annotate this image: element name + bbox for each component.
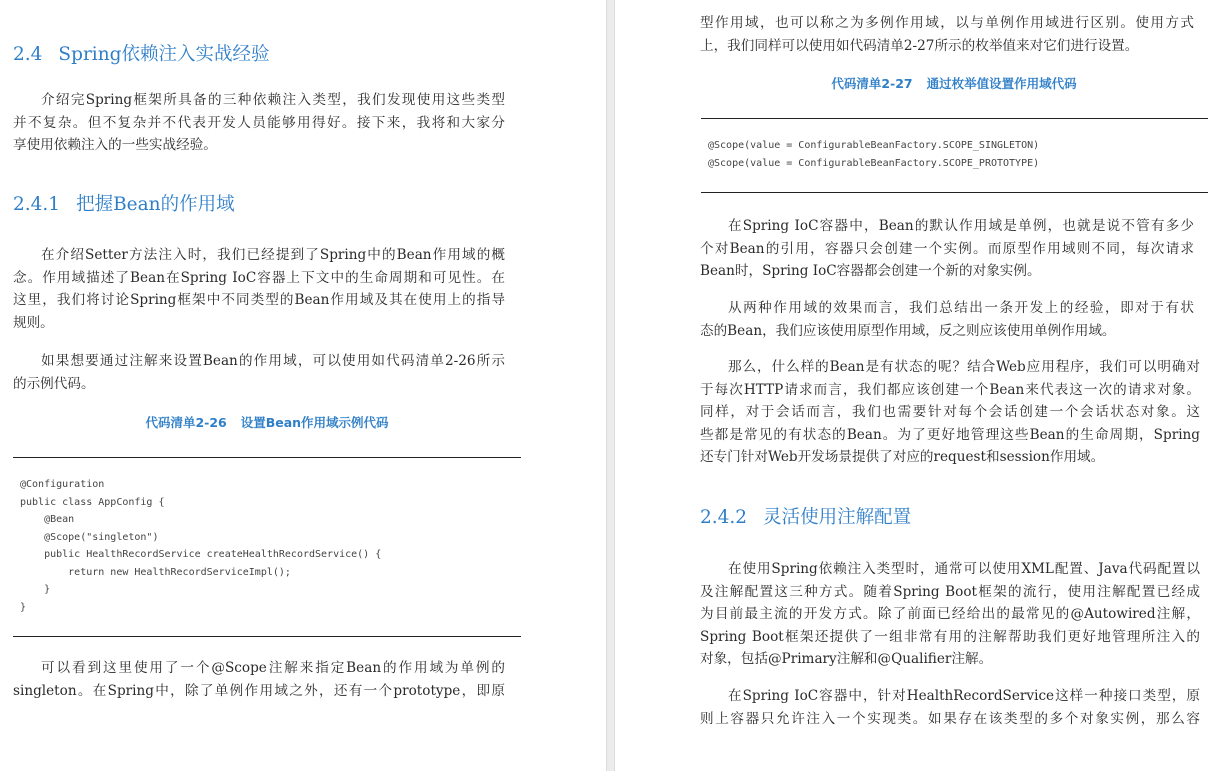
paragraph: [13, 244, 505, 334]
section-heading-2-4-1: [13, 190, 235, 216]
section-heading-2-4: [13, 40, 269, 66]
code-line: return new HealthRecordServiceImpl();: [20, 566, 291, 578]
text-line: singleton。在Spring中，除了单例作用域之外，还有一个prototype，即原: [13, 682, 505, 699]
code-block: [20, 476, 381, 616]
paragraph: [700, 558, 1200, 671]
paragraph: [700, 356, 1200, 469]
code-line: @Bean: [20, 514, 75, 525]
code-line: @Scope("singleton"): [20, 531, 159, 543]
paragraph: [700, 215, 1194, 283]
text-line: 在Spring IoC容器中，针对HealthRecordService这样一种接口类型，原: [728, 688, 1200, 704]
text-line: 那么，什么样的Bean是有状态的呢？结合Web应用程序，我们可以明确对: [728, 359, 1200, 375]
text-line: 介绍完Spring框架所具备的三种依赖注入类型，我们发现使用这些类型: [41, 92, 505, 108]
code-bottom-rule: [701, 192, 1208, 193]
section-number: 2.4: [13, 44, 43, 65]
text-line: 念。作用域描述了Bean在Spring IoC容器上下文中的生命周期和可见性。在: [13, 269, 505, 286]
text-line: 从两种作用域的效果而言，我们总结出一条开发上的经验，即对于有状: [728, 300, 1194, 316]
text-line: 享使用依赖注入的一些实战经验。: [13, 137, 217, 154]
section-number: 2.4.2: [700, 507, 748, 528]
listing-title: 通过枚举值设置作用域代码: [926, 76, 1077, 91]
text-line: 的示例代码。: [13, 375, 95, 392]
text-line: 这里，我们将讨论Spring框架中不同类型的Bean作用域及其在使用上的指导: [13, 292, 505, 309]
text-line: 在Spring IoC容器中，Bean的默认作用域是单例，也就是说不管有多少: [728, 218, 1194, 234]
listing-number: 代码清单2-26: [145, 415, 227, 430]
code-top-rule: [13, 457, 521, 458]
text-line: 些都是常见的有状态的Bean。为了更好地管理这些Bean的生命周期，Spring: [700, 426, 1200, 443]
text-line: 还专门针对Web开发场景提供了对应的request和session作用域。: [700, 449, 1105, 466]
paragraph: [700, 297, 1194, 342]
code-block: [708, 137, 1039, 172]
code-top-rule: [701, 118, 1208, 119]
text-line: 可以看到这里使用了一个@Scope注解来指定Bean的作用域为单例的: [41, 660, 505, 676]
text-line: 规则。: [13, 314, 54, 331]
text-line: 上，我们同样可以使用如代码清单2-27所示的枚举值来对它们进行设置。: [700, 37, 1139, 54]
text-line: 型作用域，也可以称之为多例作用域，以与单例作用域进行区别。使用方式: [700, 15, 1194, 31]
paragraph: [13, 89, 505, 157]
section-title: Spring依赖注入实战经验: [58, 44, 270, 65]
code-line: @Configuration: [20, 479, 105, 490]
listing-title: 设置Bean作用域示例代码: [240, 415, 389, 430]
code-listing-caption: [700, 74, 1208, 92]
text-line: Bean时，Spring IoC容器都会创建一个新的对象实例。: [700, 263, 1041, 280]
code-line: @Scope(value = ConfigurableBeanFactory.SCOPE_PROTOTYPE): [708, 157, 1040, 169]
paragraph: [700, 12, 1194, 57]
text-line: 对象，包括@Primary注解和@Qualifier注解。: [700, 651, 993, 668]
text-line: 及注解配置这三种方式。随着Spring Boot框架的流行，使用注解配置已经成: [700, 583, 1200, 600]
section-number: 2.4.1: [13, 194, 61, 215]
page-gutter: [606, 0, 615, 771]
text-line: 在使用Spring依赖注入类型时，通常可以使用XML配置、Java代码配置以: [728, 561, 1200, 577]
code-line: }: [20, 601, 27, 613]
code-line: public class AppConfig {: [20, 496, 165, 508]
section-heading-2-4-2: [700, 503, 911, 529]
paragraph: [13, 350, 505, 395]
paragraph: [700, 685, 1200, 730]
text-line: 为目前最主流的开发方式。除了前面已经给出的最常见的@Autowired注解，: [700, 606, 1200, 623]
text-line: 则上容器只允许注入一个实现类。如果存在该类型的多个对象实例，那么容: [700, 710, 1200, 727]
code-listing-caption: [13, 413, 521, 431]
section-title: 灵活使用注解配置: [763, 507, 912, 528]
listing-number: 代码清单2-27: [831, 76, 913, 91]
text-line: 个对Bean的引用，容器只会创建一个实例。而原型作用域则不同，每次请求: [700, 240, 1194, 257]
text-line: 态的Bean，我们应该使用原型作用域，反之则应该使用单例作用域。: [700, 322, 1116, 339]
code-line: }: [20, 584, 51, 595]
text-line: 如果想要通过注解来设置Bean的作用域，可以使用如代码清单2-26所示: [41, 353, 505, 369]
code-line: @Scope(value = ConfigurableBeanFactory.SCOPE_SINGLETON): [708, 140, 1040, 151]
code-bottom-rule: [13, 636, 521, 637]
text-line: 同样，对于会话而言，我们也需要针对每个会话创建一个会话状态对象。这: [700, 404, 1200, 421]
text-line: 于每次HTTP请求而言，我们都应该创建一个Bean来代表这一次的请求对象。: [700, 381, 1200, 398]
text-line: Spring Boot框架还提供了一组非常有用的注解帮助我们更好地管理所注入的: [700, 628, 1200, 645]
section-title: 把握Bean的作用域: [76, 194, 235, 215]
text-line: 并不复杂。但不复杂并不代表开发人员能够用得好。接下来，我将和大家分: [13, 114, 505, 131]
code-line: public HealthRecordService createHealthRecordService() {: [20, 549, 382, 560]
text-line: 在介绍Setter方法注入时，我们已经提到了Spring中的Bean作用域的概: [41, 247, 505, 263]
paragraph: [13, 657, 505, 702]
